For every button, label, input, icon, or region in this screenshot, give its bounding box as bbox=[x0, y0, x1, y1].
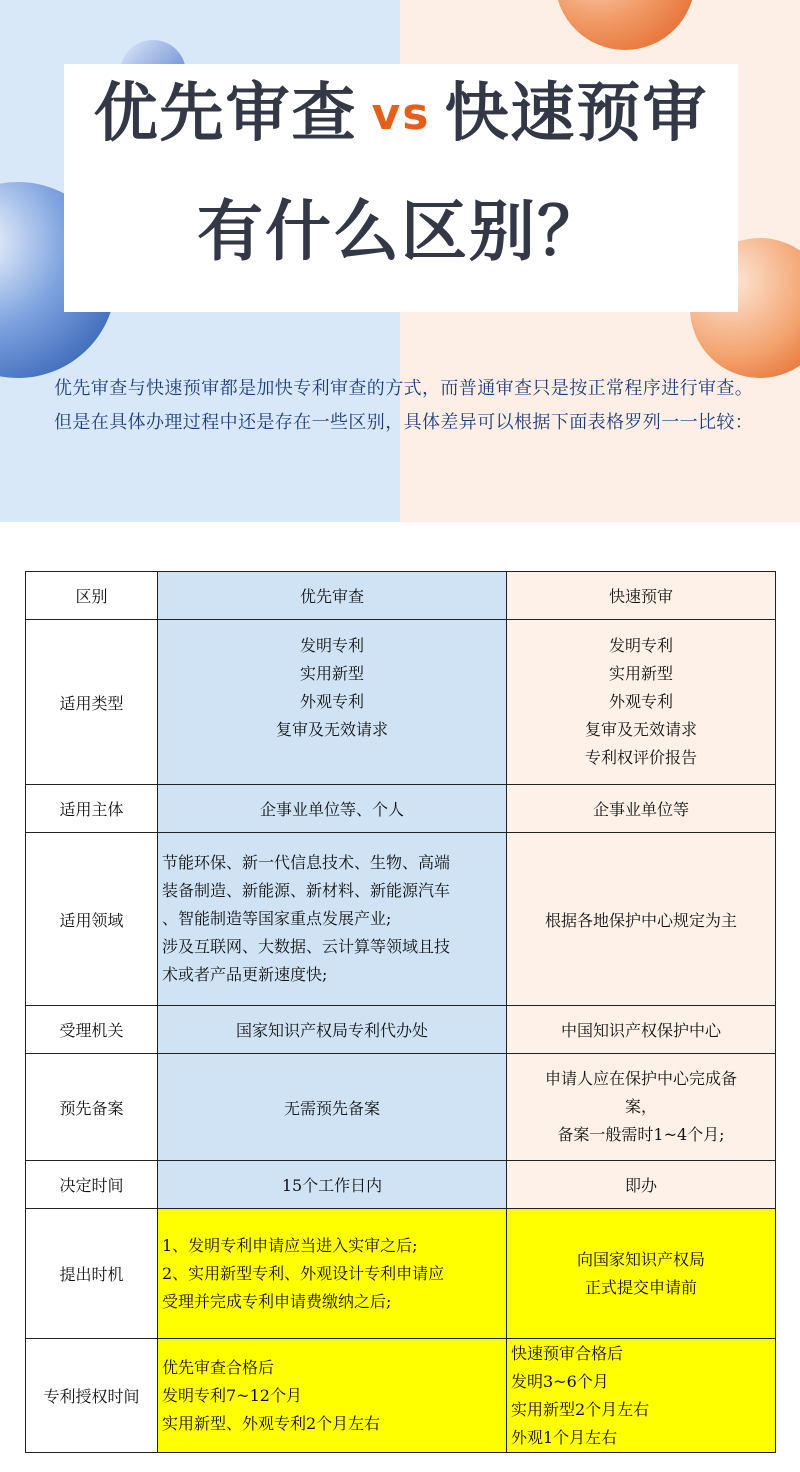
cell-line: 发明专利 bbox=[608, 636, 673, 655]
cell-line: 复审及无效请求 bbox=[584, 720, 697, 739]
row-label: 受理机关 bbox=[26, 1006, 158, 1054]
cell-line: 装备制造、新能源、新材料、新能源汽车 bbox=[162, 881, 451, 900]
title-vs: vs bbox=[371, 89, 431, 140]
cell-line: 优先审查合格后 bbox=[162, 1357, 275, 1377]
priority-cell bbox=[158, 833, 507, 1006]
priority-cell: 国家知识产权局专利代办处 bbox=[158, 1006, 507, 1054]
row-label: 预先备案 bbox=[26, 1054, 158, 1161]
fast-cell: 中国知识产权保护中心 bbox=[507, 1006, 776, 1054]
cell-line: 专利权评价报告 bbox=[584, 748, 697, 767]
cell-line: 实用新型2个月左右 bbox=[511, 1399, 650, 1419]
table-row-grant bbox=[26, 1339, 776, 1453]
table-header-row bbox=[26, 572, 776, 620]
row-label: 专利授权时间 bbox=[26, 1339, 158, 1453]
fast-cell bbox=[507, 1209, 776, 1339]
table-row-decision bbox=[26, 1161, 776, 1209]
fast-cell: 企事业单位等 bbox=[507, 785, 776, 833]
cell-line: 受理并完成专利申请费缴纳之后; bbox=[162, 1291, 392, 1311]
row-label: 适用类型 bbox=[26, 620, 158, 785]
cell-line: 向国家知识产权局 bbox=[576, 1249, 705, 1269]
cell-line: 、智能制造等国家重点发展产业; bbox=[162, 909, 392, 928]
cell-line: 复审及无效请求 bbox=[275, 720, 388, 739]
cell-line: 快速预审合格后 bbox=[511, 1343, 624, 1363]
priority-cell bbox=[158, 620, 507, 785]
cell-line: 涉及互联网、大数据、云计算等领域且技 bbox=[162, 937, 451, 956]
header-category: 区别 bbox=[26, 572, 158, 620]
cell-line: 正式提交申请前 bbox=[584, 1277, 697, 1297]
row-label: 提出时机 bbox=[26, 1209, 158, 1339]
fast-cell: 根据各地保护中心规定为主 bbox=[507, 833, 776, 1006]
intro-paragraph: 优先审查与快速预审都是加快专利审查的方式，而普通审查只是按正常程序进行审查。但是在具体办理过程中还是存在一些区别，具体差异可以根据下面表格罗列一一比较： bbox=[54, 378, 754, 433]
comparison-table bbox=[25, 571, 776, 1453]
priority-cell: 15个工作日内 bbox=[158, 1161, 507, 1209]
cell-line: 实用新型、外观专利2个月左右 bbox=[162, 1413, 381, 1433]
title-card bbox=[64, 64, 738, 312]
priority-cell: 企事业单位等、个人 bbox=[158, 785, 507, 833]
header-priority: 优先审查 bbox=[158, 572, 507, 620]
priority-cell bbox=[158, 1339, 507, 1453]
cell-line: 申请人应在保护中心完成备 bbox=[544, 1069, 737, 1088]
fast-cell bbox=[507, 1339, 776, 1453]
cell-line: 外观1个月左右 bbox=[511, 1427, 618, 1447]
cell-line: 术或者产品更新速度快; bbox=[162, 965, 328, 984]
header-fast: 快速预审 bbox=[507, 572, 776, 620]
row-label: 适用主体 bbox=[26, 785, 158, 833]
row-label: 决定时间 bbox=[26, 1161, 158, 1209]
cell-line: 案， bbox=[624, 1097, 657, 1116]
title-left: 优先审查 bbox=[93, 77, 358, 151]
cell-line: 外观专利 bbox=[608, 692, 673, 711]
table-row-field bbox=[26, 833, 776, 1006]
cell-line: 备案一般需时1~4个月; bbox=[557, 1125, 725, 1144]
cell-line: 发明专利7~12个月 bbox=[162, 1385, 302, 1405]
page-subtitle: 有什么区别？ bbox=[197, 193, 605, 270]
table-row-filing bbox=[26, 1054, 776, 1161]
cell-line: 节能环保、新一代信息技术、生物、高端 bbox=[162, 853, 451, 872]
table-row-subject bbox=[26, 785, 776, 833]
fast-cell bbox=[507, 1054, 776, 1161]
row-label: 适用领域 bbox=[26, 833, 158, 1006]
table-row-timing bbox=[26, 1209, 776, 1339]
cell-line: 1、发明专利申请应当进入实审之后; bbox=[162, 1235, 418, 1255]
cell-line: 外观专利 bbox=[299, 692, 364, 711]
table-row-types bbox=[26, 620, 776, 785]
fast-cell: 即办 bbox=[507, 1161, 776, 1209]
priority-cell: 无需预先备案 bbox=[158, 1054, 507, 1161]
cell-line: 发明3~6个月 bbox=[511, 1371, 609, 1391]
cell-line: 实用新型 bbox=[608, 664, 673, 683]
cell-line: 2、实用新型专利、外观设计专利申请应 bbox=[162, 1263, 445, 1283]
page-title bbox=[64, 74, 738, 155]
priority-cell bbox=[158, 1209, 507, 1339]
title-right: 快速预审 bbox=[444, 77, 709, 151]
cell-line: 实用新型 bbox=[299, 664, 364, 683]
hero-banner bbox=[0, 0, 800, 522]
cell-line: 发明专利 bbox=[299, 636, 364, 655]
table-row-agency bbox=[26, 1006, 776, 1054]
fast-cell bbox=[507, 620, 776, 785]
